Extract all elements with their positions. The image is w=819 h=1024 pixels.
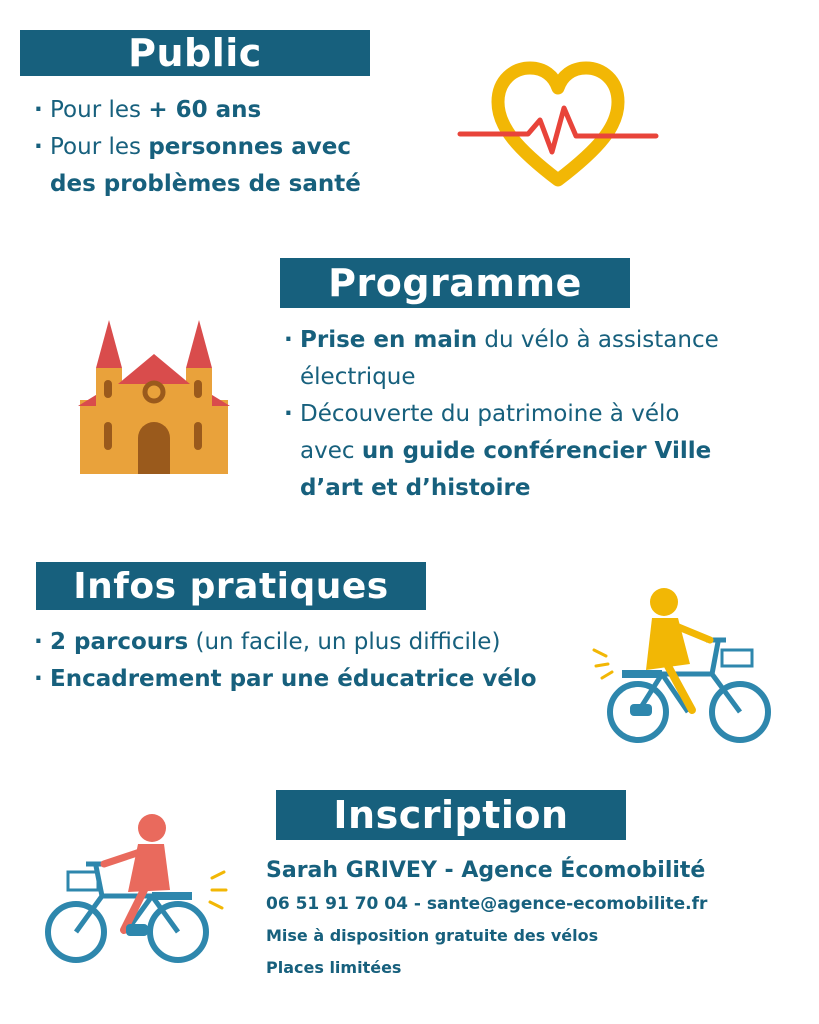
cyclist-red-icon xyxy=(40,812,230,972)
public-banner xyxy=(20,30,370,76)
public-item-1: · Pour les + 60 ans xyxy=(32,92,361,129)
public-item-2: · Pour les personnes avec des problèmes de santé xyxy=(32,129,361,203)
inscription-banner xyxy=(276,790,626,840)
infos-title: Infos pratiques xyxy=(73,565,389,607)
heart-pulse-icon xyxy=(456,58,661,188)
infos-list xyxy=(32,624,537,698)
programme-item-2: · Découverte du patrimoine à vélo avec un guide conférencier Ville d’art et d’histoire xyxy=(282,396,719,507)
note-places: Places limitées xyxy=(266,958,402,977)
programme-banner xyxy=(280,258,630,308)
cyclist-yellow-icon xyxy=(592,578,777,750)
public-item-2-cont: des problèmes de santé xyxy=(50,171,361,197)
infos-banner xyxy=(36,562,426,610)
public-list xyxy=(32,92,361,203)
note-bikes: Mise à disposition gratuite des vélos xyxy=(266,926,599,945)
programme-list xyxy=(282,322,719,507)
public-title: Public xyxy=(128,31,262,75)
inscription-title: Inscription xyxy=(333,793,569,837)
programme-item-1: · Prise en main du vélo à assistance électrique xyxy=(282,322,719,396)
contact-phone-email: 06 51 91 70 04 - sante@agence-ecomobilite.fr xyxy=(266,894,708,914)
inscription-contact xyxy=(266,854,707,984)
infos-item-2: · Encadrement par une éducatrice vélo xyxy=(32,661,537,698)
church-icon xyxy=(78,318,230,476)
programme-title: Programme xyxy=(328,261,582,305)
contact-name: Sarah GRIVEY - Agence Écomobilité xyxy=(266,858,706,883)
infos-item-1: · 2 parcours (un facile, un plus difficile) xyxy=(32,624,537,661)
